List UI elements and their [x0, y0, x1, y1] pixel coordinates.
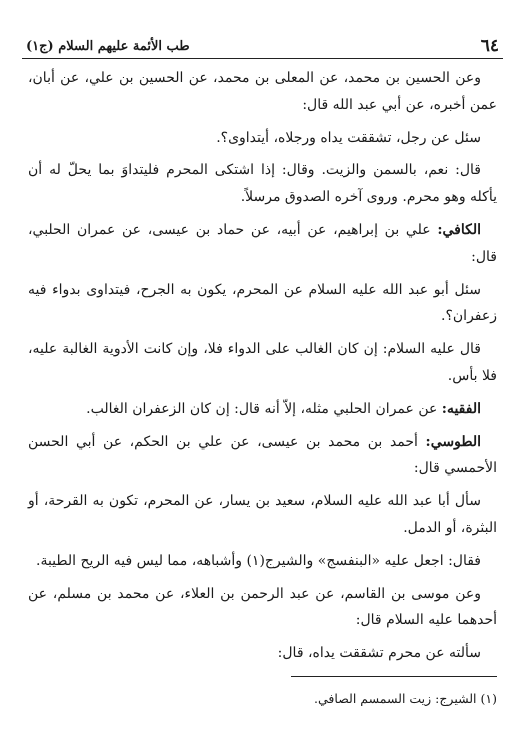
paragraph — [28, 277, 497, 331]
paragraph — [28, 429, 497, 483]
paragraph-text: وعن الحسين بن محمد، عن المعلى بن محمد، عن الحسين بن علي، عن أبان، عمن أخبره، عن أبي عبد الله قال: — [28, 70, 497, 113]
paragraph-text: وعن موسى بن القاسم، عن عبد الرحمن بن العلاء، عن محمد بن مسلم، عن أحدهما عليه السلام قال: — [28, 585, 497, 629]
paragraph — [28, 65, 497, 119]
source-label: الفقيه: — [441, 400, 481, 417]
paragraph — [28, 548, 497, 575]
paragraph — [28, 157, 497, 211]
paragraph-text: علي بن إبراهيم، عن أبيه، عن حماد بن عيسى، عن عمران الحلبي، قال: — [28, 221, 497, 265]
paragraph — [28, 396, 497, 423]
paragraph-text: قال: نعم، بالسمن والزيت. وقال: إذا اشتكى المحرم فليتداوَ بما يحلّ له أن يأكله وهو محرم. وروى آخره الصدوق مرسلاً. — [28, 162, 497, 206]
paragraph-text: أحمد بن محمد بن عيسى، عن علي بن الحكم، عن أبي الحسن الأحمسي قال: — [28, 433, 497, 477]
page-body — [22, 59, 503, 667]
paragraph-text: فقال: اجعل عليه «البنفسج» والشيرج(١) وأشباهه، مما ليس فيه الريح الطيبة. — [36, 552, 481, 569]
paragraph — [28, 217, 497, 271]
paragraph — [28, 488, 497, 542]
page-header — [22, 26, 503, 59]
paragraph — [28, 336, 497, 390]
paragraph-text: قال عليه السلام: إن كان الغالب على الدواء فلا، وإن كانت الأدوية الغالبة عليه، فلا بأس. — [28, 341, 497, 384]
paragraph-text: سألته عن محرم تشققت يداه، قال: — [277, 645, 481, 662]
running-title: طب الأئمة عليهم السلام (ج١) — [26, 39, 190, 54]
book-page — [22, 26, 503, 726]
paragraph-text: عن عمران الحلبي مثله، إلاّ أنه قال: إن كان الزعفران الغالب. — [86, 400, 442, 417]
footnote: (١) الشيرج: زيت السمسم الصافي. — [314, 691, 497, 706]
paragraph — [28, 125, 497, 152]
paragraph-text: سئل عن رجل، تشققت يداه ورجلاه، أيتداوى؟. — [216, 129, 481, 146]
source-label: الكافي: — [437, 221, 481, 238]
footnote-divider — [291, 676, 497, 677]
paragraph — [28, 581, 497, 635]
paragraph-text: سئل أبو عبد الله عليه السلام عن المحرم، يكون به الجرح، فيتداوى بدواء فيه زعفران؟. — [28, 281, 497, 325]
paragraph — [28, 640, 497, 667]
page-number: ٦٤ — [480, 36, 499, 56]
source-label: الطوسي: — [425, 433, 481, 450]
paragraph-text: سأل أبا عبد الله عليه السلام، سعيد بن يسار، عن المحرم، تكون به القرحة، أو البثرة، أو الدمل. — [28, 493, 497, 536]
